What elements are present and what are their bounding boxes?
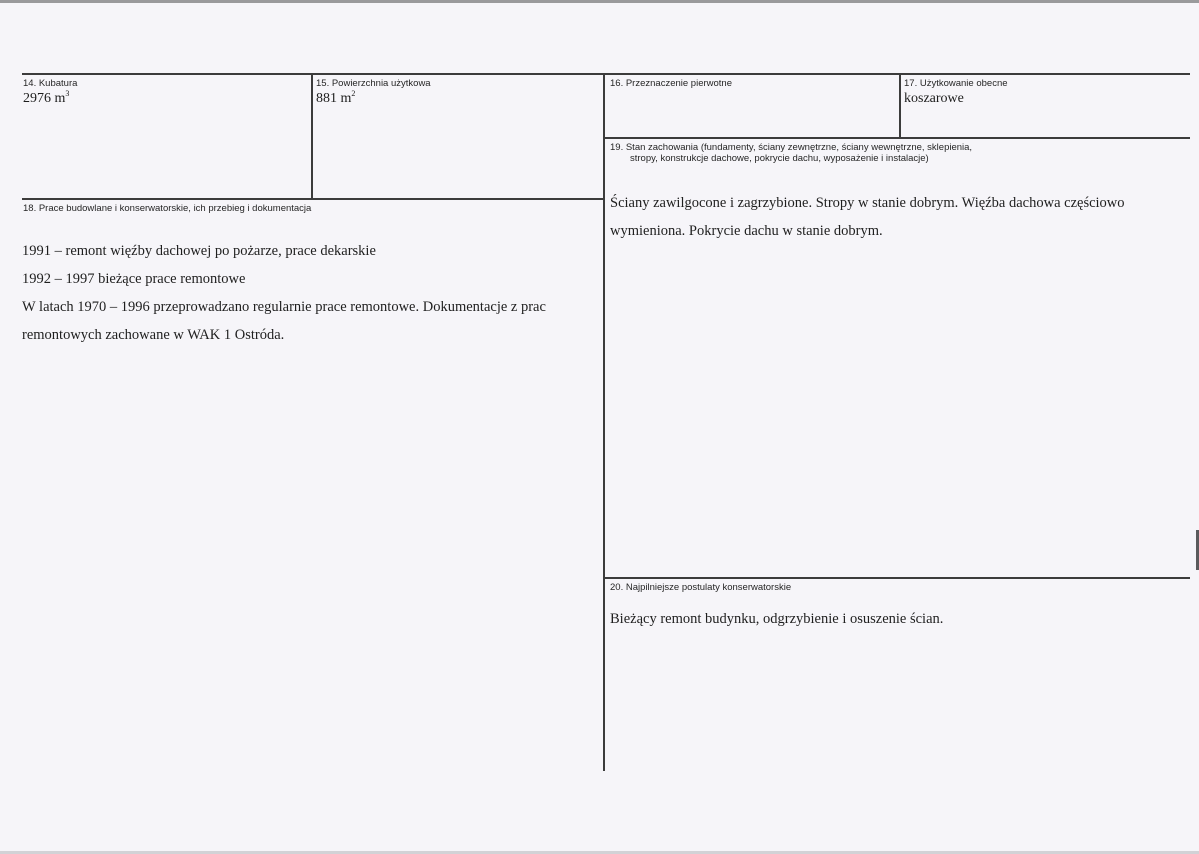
powierzchnia-value-text: 881 m	[316, 91, 352, 106]
kubatura-unit-exponent: 3	[65, 89, 70, 98]
stan-text-line: wymieniona. Pokrycie dachu w stanie dobrym.	[610, 223, 883, 239]
divider-14-15	[311, 73, 313, 199]
stan-label-line: 19. Stan zachowania (fundamenty, ściany zewnętrzne, ściany wewnętrzne, sklepienia,	[610, 142, 973, 153]
postulaty-text	[610, 605, 943, 633]
prace-text-line: 1992 – 1997 bieżące prace remontowe	[22, 271, 246, 287]
prace-label: 18. Prace budowlane i konserwatorskie, ich przebieg i dokumentacja	[23, 203, 312, 214]
top-rule	[22, 73, 1190, 75]
kubatura-value-text: 2976 m	[23, 91, 66, 106]
prace-text-line: remontowych zachowane w WAK 1 Ostróda.	[22, 327, 285, 343]
center-divider	[603, 73, 605, 771]
stan-label-line: stropy, konstrukcje dachowe, pokrycie dachu, wyposażenie i instalacje)	[630, 153, 929, 164]
prace-text-line: W latach 1970 – 1996 przeprowadzano regularnie prace remontowe. Dokumentacje z prac	[22, 299, 546, 315]
uzytkowanie-value: koszarowe	[904, 91, 964, 106]
postulaty-label: 20. Najpilniejsze postulaty konserwatorskie	[610, 582, 792, 593]
divider-16-17	[899, 73, 901, 138]
powierzchnia-label: 15. Powierzchnia użytkowa	[316, 78, 431, 89]
kubatura-label: 14. Kubatura	[23, 78, 78, 89]
stan-text	[610, 189, 1125, 245]
postulaty-text-line: Bieżący remont budynku, odgrzybienie i osuszenie ścian.	[610, 611, 944, 627]
page-top-edge	[0, 0, 1199, 3]
prace-text	[22, 237, 546, 349]
rule-20-top	[604, 577, 1190, 579]
rule-18-top	[22, 198, 605, 200]
powierzchnia-value	[316, 91, 355, 107]
uzytkowanie-label: 17. Użytkowanie obecne	[904, 78, 1008, 89]
powierzchnia-unit-exponent: 2	[351, 89, 356, 98]
przeznaczenie-label: 16. Przeznaczenie pierwotne	[610, 78, 732, 89]
rule-16-17-bottom	[604, 137, 1190, 139]
prace-text-line: 1991 – remont więźby dachowej po pożarze, prace dekarskie	[22, 243, 376, 259]
stan-text-line: Ściany zawilgocone i zagrzybione. Stropy w stanie dobrym. Więźba dachowa częściowo	[610, 195, 1125, 211]
kubatura-value	[23, 91, 69, 107]
stan-label	[610, 142, 972, 164]
